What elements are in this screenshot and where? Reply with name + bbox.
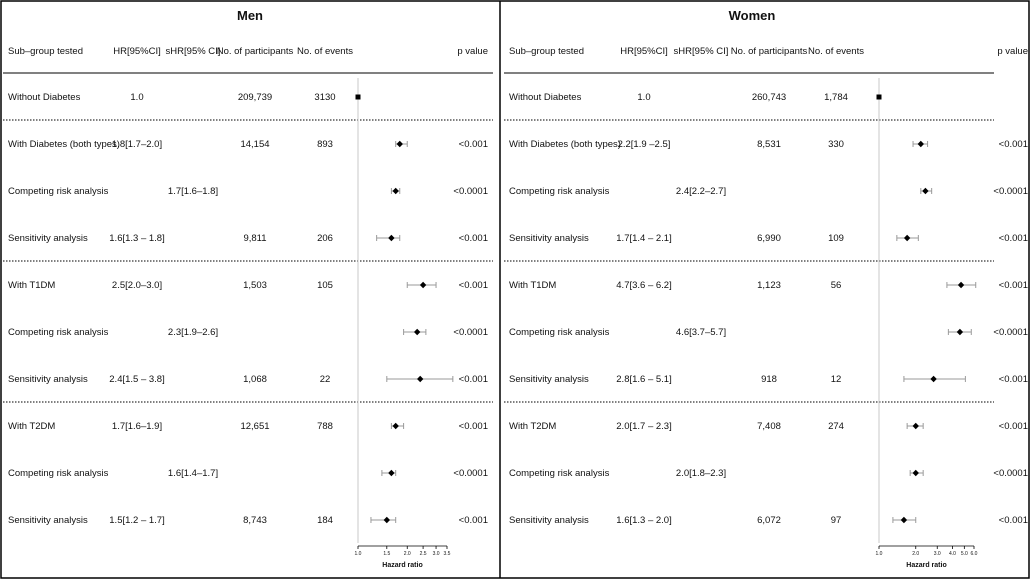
row-label: Sensitivity analysis <box>8 515 88 526</box>
point-estimate <box>913 423 919 429</box>
x-tick-label: 1.0 <box>354 551 362 557</box>
participants-value: 8,743 <box>243 515 267 526</box>
row-label: Competing risk analysis <box>8 186 109 197</box>
p-value: <0.001 <box>458 374 488 385</box>
hr-value: 2.2[1.9 –2.5] <box>617 139 671 150</box>
p-value: <0.001 <box>458 280 488 291</box>
hr-value: 4.7[3.6 – 6.2] <box>616 280 672 291</box>
hr-value: 1.5[1.2 – 1.7] <box>109 515 165 526</box>
column-header: p value <box>997 46 1028 57</box>
hr-value: 1.6[1.3 – 1.8] <box>109 233 165 244</box>
point-estimate <box>922 188 928 194</box>
column-header: No. of events <box>297 46 353 57</box>
shr-value: 4.6[3.7–5.7] <box>675 327 727 338</box>
row-label: With Diabetes (both types) <box>8 139 120 150</box>
participants-value: 14,154 <box>240 139 270 150</box>
p-value: <0.001 <box>998 421 1028 432</box>
row-label: Sensitivity analysis <box>509 374 589 385</box>
participants-value: 6,072 <box>757 515 781 526</box>
reference-marker <box>877 95 882 100</box>
hr-value: 1.8[1.7–2.0] <box>111 139 163 150</box>
hr-value: 2.0[1.7 – 2.3] <box>616 421 672 432</box>
point-estimate <box>417 376 423 382</box>
hr-value: 1.0 <box>130 92 144 103</box>
point-estimate <box>392 423 398 429</box>
point-estimate <box>958 282 964 288</box>
events-value: 274 <box>828 421 844 432</box>
x-tick-label: 3.0 <box>933 551 941 557</box>
column-header: HR[95%CI] <box>620 46 668 57</box>
hr-value: 1.0 <box>637 92 651 103</box>
x-tick-label: 1.0 <box>875 551 883 557</box>
events-value: 56 <box>830 280 842 291</box>
p-value: <0.0001 <box>453 468 488 479</box>
events-value: 206 <box>317 233 333 244</box>
x-tick-label: 1.5 <box>383 551 391 557</box>
participants-value: 1,123 <box>757 280 781 291</box>
row-label: Competing risk analysis <box>509 327 610 338</box>
p-value: <0.001 <box>998 139 1028 150</box>
p-value: <0.0001 <box>993 186 1028 197</box>
hr-value: 2.4[1.5 – 3.8] <box>109 374 165 385</box>
x-tick-label: 4.0 <box>949 551 956 557</box>
x-axis-label: Hazard ratio <box>382 562 423 569</box>
row-label: Competing risk analysis <box>8 327 109 338</box>
panel-title: Women <box>728 8 776 23</box>
hr-value: 1.6[1.3 – 2.0] <box>616 515 672 526</box>
row-label: Sensitivity analysis <box>8 233 88 244</box>
p-value: <0.001 <box>998 280 1028 291</box>
row-label: Without Diabetes <box>8 92 81 103</box>
reference-marker <box>356 95 361 100</box>
p-value: <0.001 <box>998 515 1028 526</box>
shr-value: 1.6[1.4–1.7] <box>167 468 219 479</box>
row-label: With T2DM <box>8 421 56 432</box>
events-value: 330 <box>828 139 844 150</box>
x-tick-label: 6.0 <box>970 551 978 557</box>
point-estimate <box>913 470 919 476</box>
x-tick-label: 3.0 <box>432 551 440 557</box>
participants-value: 12,651 <box>240 421 270 432</box>
x-tick-label: 3.5 <box>443 551 451 557</box>
column-header: sHR[95% CI] <box>165 46 221 57</box>
events-value: 22 <box>319 374 331 385</box>
hr-value: 1.7[1.4 – 2.1] <box>616 233 672 244</box>
p-value: <0.001 <box>458 139 488 150</box>
participants-value: 8,531 <box>757 139 781 150</box>
row-label: Competing risk analysis <box>509 468 610 479</box>
hr-value: 2.8[1.6 – 5.1] <box>616 374 672 385</box>
column-header: No. of events <box>808 46 864 57</box>
column-header: p value <box>457 46 488 57</box>
participants-value: 1,503 <box>243 280 267 291</box>
point-estimate <box>420 282 426 288</box>
participants-value: 918 <box>761 374 777 385</box>
row-label: With Diabetes (both types) <box>509 139 621 150</box>
column-header: No. of participants <box>730 46 808 57</box>
row-label: Sensitivity analysis <box>509 233 589 244</box>
p-value: <0.001 <box>458 233 488 244</box>
participants-value: 209,739 <box>237 92 273 103</box>
p-value: <0.001 <box>998 374 1028 385</box>
events-value: 97 <box>830 515 842 526</box>
p-value: <0.0001 <box>453 186 488 197</box>
row-label: With T2DM <box>509 421 557 432</box>
point-estimate <box>918 141 924 147</box>
row-label: Sensitivity analysis <box>509 515 589 526</box>
row-label: Competing risk analysis <box>8 468 109 479</box>
panel-title: Men <box>237 8 263 23</box>
shr-value: 2.0[1.8–2.3] <box>675 468 727 479</box>
x-axis-label: Hazard ratio <box>906 562 947 569</box>
x-tick-label: 5.0 <box>960 551 968 557</box>
events-value: 109 <box>828 233 844 244</box>
participants-value: 9,811 <box>243 233 267 244</box>
events-value: 184 <box>317 515 333 526</box>
point-estimate <box>397 141 403 147</box>
p-value: <0.0001 <box>993 327 1028 338</box>
row-label: With T1DM <box>509 280 557 291</box>
row-label: Competing risk analysis <box>509 186 610 197</box>
shr-value: 2.3[1.9–2.6] <box>167 327 219 338</box>
shr-value: 1.7[1.6–1.8] <box>167 186 219 197</box>
p-value: <0.001 <box>458 515 488 526</box>
point-estimate <box>957 329 963 335</box>
row-label: Sensitivity analysis <box>8 374 88 385</box>
events-value: 105 <box>317 280 333 291</box>
column-header: HR[95%CI] <box>113 46 161 57</box>
p-value: <0.0001 <box>453 327 488 338</box>
hr-value: 1.7[1.6–1.9] <box>111 421 163 432</box>
row-label: With T1DM <box>8 280 56 291</box>
participants-value: 7,408 <box>757 421 781 432</box>
events-value: 3130 <box>314 92 336 103</box>
point-estimate <box>930 376 936 382</box>
row-label: Without Diabetes <box>509 92 582 103</box>
column-header: No. of participants <box>216 46 294 57</box>
column-header: Sub–group tested <box>509 46 585 57</box>
shr-value: 2.4[2.2–2.7] <box>675 186 727 197</box>
column-header: sHR[95% CI] <box>673 46 729 57</box>
point-estimate <box>384 517 390 523</box>
p-value: <0.001 <box>998 233 1028 244</box>
events-value: 1,784 <box>824 92 848 103</box>
x-tick-label: 2.0 <box>912 551 920 557</box>
point-estimate <box>392 188 398 194</box>
participants-value: 6,990 <box>757 233 781 244</box>
column-header: Sub–group tested <box>8 46 84 57</box>
events-value: 12 <box>830 374 842 385</box>
x-tick-label: 2.5 <box>419 551 427 557</box>
participants-value: 1,068 <box>243 374 267 385</box>
p-value: <0.001 <box>458 421 488 432</box>
point-estimate <box>388 470 394 476</box>
p-value: <0.0001 <box>993 468 1028 479</box>
point-estimate <box>901 517 907 523</box>
point-estimate <box>904 235 910 241</box>
x-tick-label: 2.0 <box>403 551 411 557</box>
hr-value: 2.5[2.0–3.0] <box>111 280 163 291</box>
point-estimate <box>414 329 420 335</box>
events-value: 893 <box>317 139 333 150</box>
point-estimate <box>388 235 394 241</box>
participants-value: 260,743 <box>751 92 787 103</box>
events-value: 788 <box>317 421 333 432</box>
